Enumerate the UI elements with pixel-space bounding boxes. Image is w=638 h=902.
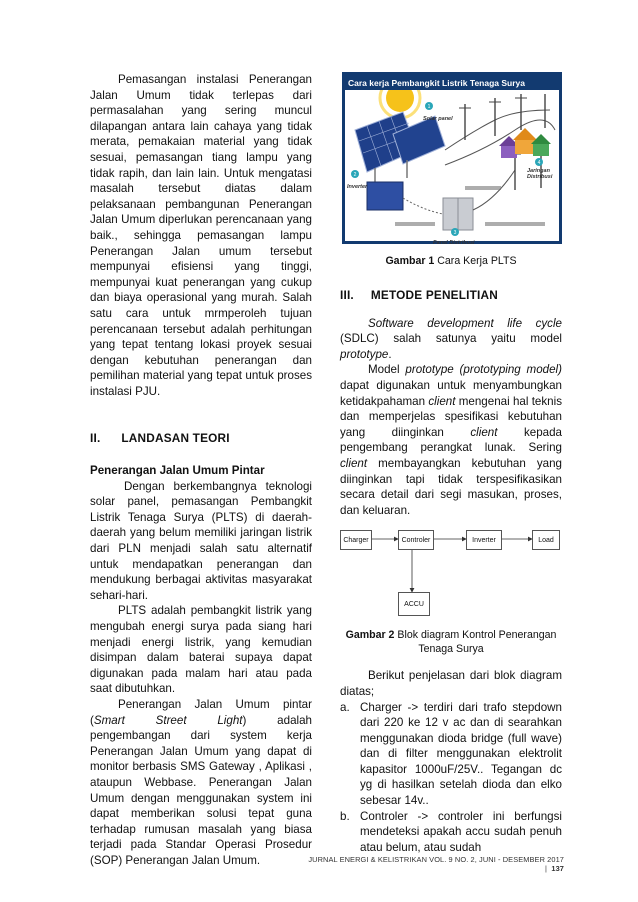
section-heading-landasan-teori — [90, 431, 312, 447]
badge-1-text: 1 — [427, 104, 431, 110]
figure-1-illustration — [342, 72, 562, 244]
sun-icon — [386, 90, 414, 112]
figure-2-caption: Gambar 2 Blok diagram Kontrol Penerangan Tenaga Surya — [345, 629, 557, 656]
figure-2-block-diagram — [340, 526, 560, 618]
figure-1-caption: Gambar 1 Cara Kerja PLTS — [385, 255, 517, 267]
section-heading-metode-penelitian — [340, 288, 562, 304]
figure-1-canvas — [345, 90, 559, 244]
badge-4-text: 4 — [537, 160, 541, 166]
block-inverter: Inverter — [466, 530, 502, 550]
paragraph-sdlc: Software development life cycle (SDLC) salah satunya yaitu model prototype. — [340, 316, 562, 361]
block-accu: ACCU — [398, 592, 430, 616]
label-jaringan-distribusi: Jaringan Distribusi — [527, 168, 553, 180]
paragraph-prototype-model: Model prototype (prototyping model) dapat digunakan untuk menyambungkan ketidakpahaman client mengenai hal teknis dan memperjelas spesifikasi kebutuhan yang diinginkan client kepada pengembang perangkat lunak. Sering client membayangkan kebutuhan yang diinginkan tapi tidak terspesifikasikan secara detail dari segi masukan, proses, dan keluaran. — [340, 363, 562, 517]
block-load: Load — [532, 530, 560, 550]
right-column — [340, 72, 562, 855]
paragraph-plts-intro: Dengan berkembangnya teknologi solar panel, pemasangan Pembangkit Listrik Tenaga Surya (PLTS) di daerah-daerah yang belum memiliki jaringan listrik dari PLN menjadi salah satu alternatif untuk mendapatkan penerangan dan mendukung berbagai aktivitas masyarakat sehari-hari. — [90, 479, 312, 602]
block-diagram-arrows — [340, 526, 560, 618]
badge-2-text: 2 — [353, 172, 357, 178]
label-solar-panel: Solar panel — [423, 116, 453, 122]
paragraph-block-explanation: Berikut penjelasan dari blok diagram diatas; — [340, 669, 562, 698]
label-inverter: Inverter — [347, 184, 368, 190]
section-title: METODE PENELITIAN — [370, 288, 498, 302]
subsection-heading: Penerangan Jalan Umum Pintar — [90, 464, 265, 478]
page-footer: JURNAL ENERGI & KELISTRIKAN VOL. 9 NO. 2, JUNI - DESEMBER 2017 | 137 — [308, 855, 564, 873]
section-number: III. — [340, 288, 354, 302]
inverter-icon — [367, 182, 403, 210]
section-number: II. — [90, 431, 101, 446]
list-item: a. Charger -> terdiri dari trafo stepdown dari 220 ke 12 v ac dan di searahkan menggunakan dioda bridge (full wave) dan di filter menggunakan elektrolit kapasitor 1000uF/25V.. Tegangan dc yg di hasilkan setelah dioda dan elko sebesar 14v.. — [340, 700, 562, 808]
explanation-list — [340, 700, 562, 856]
left-column — [90, 72, 312, 869]
smart-street-light-term: Smart Street Light — [93, 713, 243, 727]
badge-3-text: 3 — [453, 230, 457, 236]
list-item: b. Controler -> controler ini berfungsi mendeteksi apakah accu sudah penuh atau belum, atau sudah — [340, 809, 562, 854]
label-panel-distribusi: Panel Distribusi — [433, 240, 475, 244]
block-charger: Charger — [340, 530, 372, 550]
paragraph-plts-definition: PLTS adalah pembangkit listrik yang mengubah energi surya pada siang hari menjadi energi listrik, yang kemudian disimpan dalam baterai supaya dapat digunakan pada malam hari atau pada saat dibutuhkan. — [90, 604, 312, 696]
block-controler: Controler — [398, 530, 434, 550]
section-title: LANDASAN TEORI — [121, 431, 230, 446]
page-number: 137 — [551, 864, 564, 873]
figure-1-title: Cara kerja Pembangkit Listrik Tenaga Surya — [348, 78, 525, 88]
journal-name: JURNAL ENERGI & KELISTRIKAN VOL. 9 NO. 2, JUNI - DESEMBER 2017 — [308, 855, 564, 864]
paragraph-smart-street-light: Penerangan Jalan Umum pintar (Smart Street Light) adalah pengembangan dari system kerja Penerangan Jalan Umum yang dapat di monitor berbasis SMS Gateway , Aplikasi , ataupun Webbase. Penerangan Jalan Umum dengan menggunakan system ini dapat memberikan solusi tepat guna terhadap rumusan masalah yang biasa terjadi pada Standar Operasi Prosedur (SOP) Penerangan Jalan Umum. — [90, 697, 312, 867]
house-icon — [513, 128, 537, 140]
intro-paragraph: Pemasangan instalasi Penerangan Jalan Umum tidak terlepas dari permasalahan yang sering muncul dilapangan antara lain cahaya yang tidak merata, pemakaian material yang tidak sesuai, pemasangan tiang lampu yang tidak rapih, dan lain lain. Untuk mengatasi masalah tersebut diatas dalam pelaksanaan pembangunan Penerangan Jalan Umum diperlukan perencanaan yang baik., sehingga pemasangan lampu Penerangan Jalan umum tersebut mempunyai efisiensi yang tinggi, mempunyai kuat penerangan yang cukup dan biaya operasional yang murah. Salah satu cara untuk mrmperoleh tujuan perencanaan tersebut adalah perhitungan yang tepat tentang lokasi proyek sesuai dengan kebutuhan penerangan dan pemilihan material yang tepat untuk proses instalasi PJU. — [90, 73, 312, 398]
